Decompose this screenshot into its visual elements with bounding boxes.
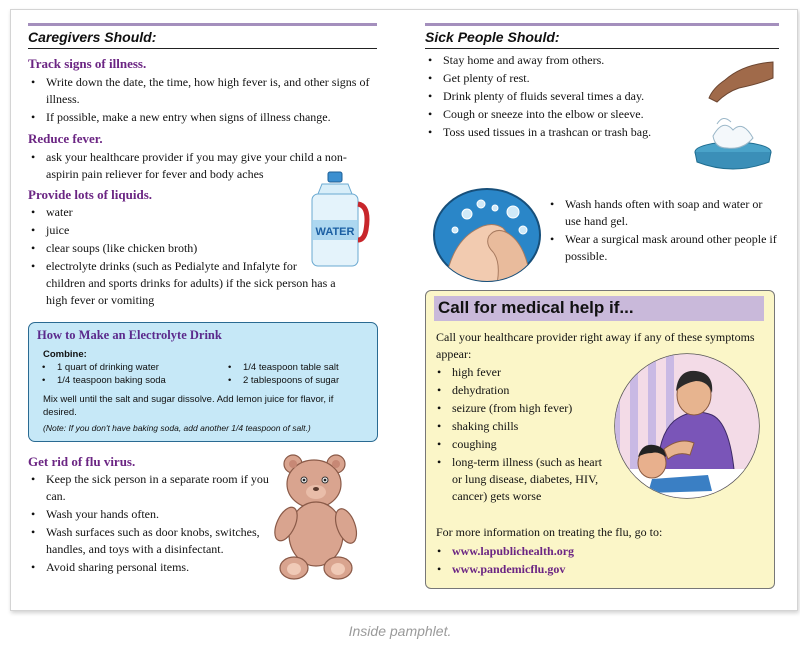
link-lapublichealth[interactable]: www.lapublichealth.org	[452, 544, 575, 558]
symptom-list	[434, 364, 604, 505]
wash-mask-list	[547, 196, 779, 265]
link-pandemicflu[interactable]: www.pandemicflu.gov	[452, 562, 566, 576]
right-column-heading: Sick People Should:	[425, 29, 560, 45]
list-item: • Cough or sneeze into the elbow or sleeve.	[425, 106, 675, 123]
list-item: • juice	[28, 222, 373, 239]
list-item: • Drink plenty of fluids several times a day.	[425, 88, 675, 105]
drink-note: (Note: If you don't have baking soda, add another 1/4 teaspoon of salt.)	[43, 423, 311, 433]
handwashing-illustration	[431, 186, 543, 284]
ingredient: • 1 quart of drinking water	[39, 361, 219, 374]
symptom-item: • shaking chills	[434, 418, 604, 435]
teddy-bear-illustration	[266, 450, 366, 585]
drink-box-title: How to Make an Electrolyte Drink	[37, 328, 222, 342]
list-item: • Toss used tissues in a trashcan or trash bag.	[425, 124, 658, 141]
ingredient: • 1/4 teaspoon table salt	[225, 361, 375, 374]
sick-people-list	[425, 52, 675, 141]
list-item: • ask your healthcare provider if you may give your child a non-aspirin pain reliever for fever and body aches	[28, 149, 373, 183]
section-title: Reduce fever.	[28, 131, 103, 146]
section-title: Track signs of illness.	[28, 56, 147, 71]
symptom-item: • long-term illness (such as heart or lung disease, diabetes, HIV, cancer) gets worse	[434, 454, 604, 505]
list-item: • Avoid sharing personal items.	[28, 559, 288, 576]
symptom-item: • high fever	[434, 364, 604, 381]
list-item: • Wear a surgical mask around other people if possible.	[547, 231, 779, 265]
section-track-signs	[28, 56, 373, 126]
electrolyte-drink-box	[28, 322, 378, 442]
drink-instructions: Mix well until the salt and sugar dissolve. Add lemon juice for flavor, if desired.	[43, 394, 334, 418]
left-column-heading: Caregivers Should:	[28, 29, 157, 45]
list-item: • Keep the sick person in a separate room if you can.	[28, 471, 288, 505]
list-item: • Wash your hands often.	[28, 506, 288, 523]
right-top-rule	[425, 23, 779, 26]
list-item: • Write down the date, the time, how high fever is, and other signs of illness.	[28, 74, 373, 108]
right-heading-rule	[425, 48, 779, 49]
list-item: • Wash hands often with soap and water or use hand gel.	[547, 196, 779, 230]
more-info-text: For more information on treating the flu, go to:	[436, 525, 663, 539]
section-title: Provide lots of liquids.	[28, 187, 153, 202]
symptom-item: • coughing	[434, 436, 604, 453]
bottle-label: WATER	[315, 226, 355, 238]
left-top-rule	[28, 23, 377, 26]
symptom-item: • seizure (from high fever)	[434, 400, 604, 417]
ingredient: • 1/4 teaspoon baking soda	[39, 374, 219, 387]
ingredient: • 2 tablespoons of sugar	[225, 374, 375, 387]
list-item: • clear soups (like chicken broth)	[28, 240, 373, 257]
parent-child-illustration	[612, 351, 762, 501]
call-box-header	[434, 296, 764, 321]
left-heading-rule	[28, 48, 377, 49]
list-item: • Wash surfaces such as door knobs, switches, handles, and toys with a disinfectant.	[28, 524, 288, 558]
call-medical-help-box	[425, 290, 775, 589]
combine-label: Combine:	[43, 349, 87, 360]
section-title: Get rid of flu virus.	[28, 454, 136, 469]
list-item: • water	[28, 204, 373, 221]
list-item: • Get plenty of rest.	[425, 70, 675, 87]
symptom-item: • dehydration	[434, 382, 604, 399]
page-caption: Inside pamphlet.	[348, 623, 452, 639]
pamphlet-page	[10, 9, 798, 611]
list-item: • Stay home and away from others.	[425, 52, 675, 69]
list-item: • If possible, make a new entry when signs of illness change.	[28, 109, 373, 126]
section-flu-virus	[28, 454, 288, 576]
call-box-intro: Call your healthcare provider right away if any of these symptoms appear:	[436, 330, 755, 361]
tissue-trash-illustration	[683, 58, 775, 170]
call-box-title: Call for medical help if...	[438, 298, 634, 317]
list-item: • electrolyte drinks (such as Pedialyte and Infalyte for children and sports drinks for adults) if the sick person has a high fever or vomiting	[28, 258, 336, 309]
water-bottle-illustration	[304, 170, 370, 270]
